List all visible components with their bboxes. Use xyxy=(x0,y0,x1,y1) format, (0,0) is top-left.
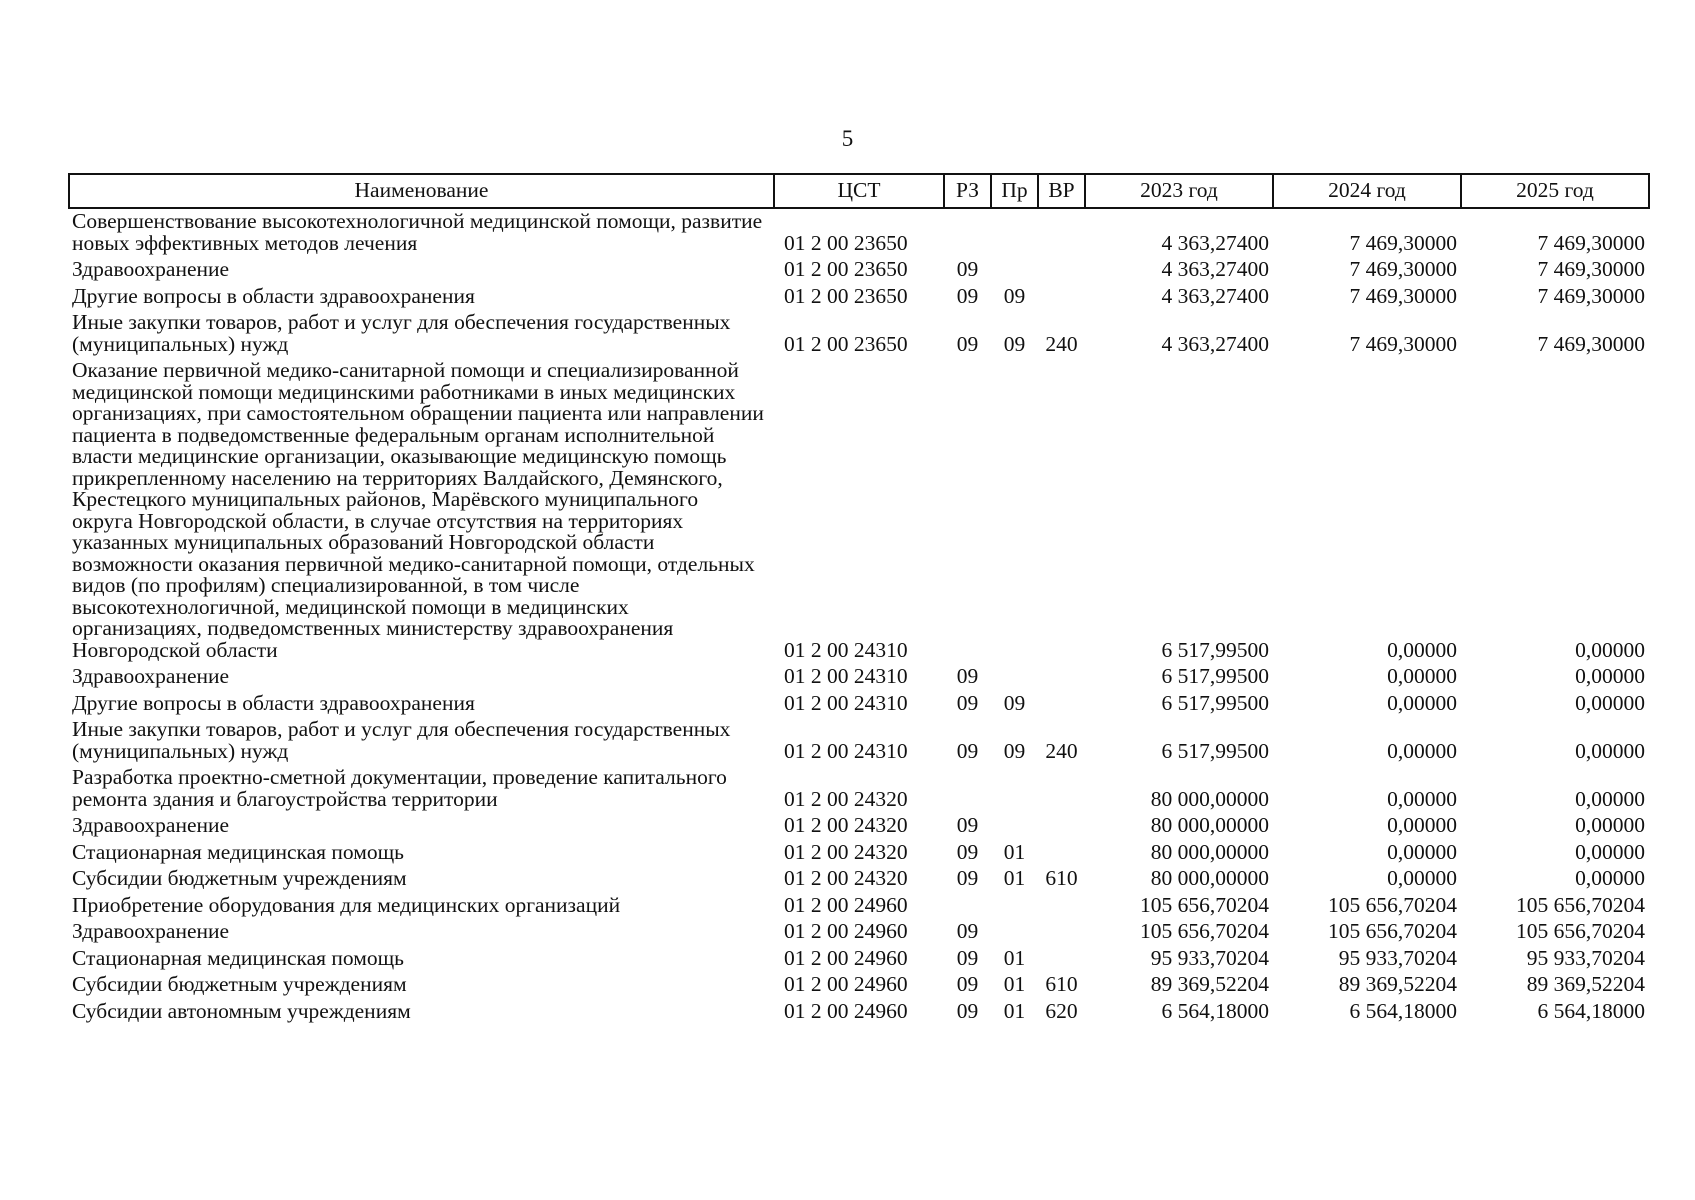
cell-pr xyxy=(991,208,1038,257)
table-row xyxy=(69,257,1649,284)
cell-2025: 0,00000 xyxy=(1575,637,1645,662)
cell-name: Здравоохранение xyxy=(72,919,230,943)
cell-vr xyxy=(1038,358,1085,664)
cell-2024: 105 656,70204 xyxy=(1328,892,1457,917)
cell-2024: 7 469,30000 xyxy=(1349,331,1457,356)
cell-cst: 01 2 00 24310 xyxy=(784,664,908,688)
cell-rz: 09 xyxy=(956,664,979,688)
cell-2025: 7 469,30000 xyxy=(1537,230,1645,255)
cell-vr: 610 xyxy=(1045,866,1078,890)
cell-rz: 09 xyxy=(956,331,979,356)
cell-vr xyxy=(1038,664,1085,691)
cell-2024: 0,00000 xyxy=(1387,664,1457,688)
table-row xyxy=(69,717,1649,765)
cell-name: Приобретение оборудования для медицинских организаций xyxy=(72,892,621,917)
cell-name: Здравоохранение xyxy=(72,813,230,837)
cell-pr: 09 xyxy=(1003,283,1026,308)
cell-vr: 620 xyxy=(1045,998,1078,1023)
cell-pr xyxy=(991,919,1038,946)
table-row xyxy=(69,919,1649,946)
cell-2025: 0,00000 xyxy=(1575,866,1645,890)
cell-vr: 240 xyxy=(1045,331,1078,356)
cell-vr xyxy=(1038,765,1085,813)
cell-name: Иные закупки товаров, работ и услуг для обеспечения государственных (муниципальных) нужд xyxy=(72,717,731,763)
cell-2023: 105 656,70204 xyxy=(1140,892,1269,917)
cell-pr: 09 xyxy=(1003,331,1026,356)
cell-cst: 01 2 00 24960 xyxy=(784,892,908,917)
cell-name: Разработка проектно-сметной документации, проведение капитального ремонта здания и благоустройства территории xyxy=(72,765,727,811)
cell-pr: 01 xyxy=(1003,972,1026,996)
table-row xyxy=(69,310,1649,358)
cell-vr xyxy=(1038,946,1085,973)
table-row xyxy=(69,664,1649,691)
cell-name: Иные закупки товаров, работ и услуг для обеспечения государственных (муниципальных) нужд xyxy=(72,310,731,356)
cell-rz: 09 xyxy=(956,866,979,890)
cell-pr: 01 xyxy=(1003,998,1026,1023)
cell-pr xyxy=(991,664,1038,691)
cell-2024: 0,00000 xyxy=(1387,866,1457,890)
table-row xyxy=(69,946,1649,973)
cell-cst: 01 2 00 23650 xyxy=(784,331,908,356)
table-row xyxy=(69,284,1649,311)
cell-cst: 01 2 00 23650 xyxy=(784,283,908,308)
cell-2025: 105 656,70204 xyxy=(1516,892,1645,917)
cell-vr xyxy=(1038,208,1085,257)
cell-cst: 01 2 00 24960 xyxy=(784,945,908,970)
cell-rz: 09 xyxy=(956,972,979,996)
cell-2024: 0,00000 xyxy=(1387,738,1457,763)
cell-2025: 6 564,18000 xyxy=(1537,998,1645,1023)
cell-2024: 95 933,70204 xyxy=(1338,945,1457,970)
cell-pr xyxy=(991,813,1038,840)
cell-2024: 0,00000 xyxy=(1387,786,1457,811)
cell-cst: 01 2 00 24320 xyxy=(784,813,908,837)
cell-name: Здравоохранение xyxy=(72,664,230,688)
header-cst: ЦСТ xyxy=(774,174,944,208)
cell-name: Другие вопросы в области здравоохранения xyxy=(72,283,475,308)
cell-2023: 4 363,27400 xyxy=(1161,257,1269,281)
cell-2023: 6 517,99500 xyxy=(1161,664,1269,688)
table-row xyxy=(69,358,1649,664)
cell-2024: 0,00000 xyxy=(1387,690,1457,715)
table-row xyxy=(69,691,1649,718)
cell-2025: 0,00000 xyxy=(1575,839,1645,864)
cell-rz: 09 xyxy=(956,813,979,837)
header-pr: Пр xyxy=(991,174,1038,208)
cell-2025: 89 369,52204 xyxy=(1526,972,1645,996)
cell-cst: 01 2 00 24320 xyxy=(784,839,908,864)
table-row xyxy=(69,813,1649,840)
header-name: Наименование xyxy=(69,174,774,208)
header-2024: 2024 год xyxy=(1273,174,1461,208)
cell-2024: 105 656,70204 xyxy=(1328,919,1457,943)
cell-cst: 01 2 00 24310 xyxy=(784,637,908,662)
table-row xyxy=(69,972,1649,999)
header-rz: РЗ xyxy=(944,174,991,208)
cell-cst: 01 2 00 24960 xyxy=(784,972,908,996)
cell-2025: 7 469,30000 xyxy=(1537,257,1645,281)
cell-2023: 80 000,00000 xyxy=(1150,866,1269,890)
cell-pr: 01 xyxy=(1003,839,1026,864)
cell-2023: 6 564,18000 xyxy=(1161,998,1269,1023)
cell-vr xyxy=(1038,284,1085,311)
cell-2025: 0,00000 xyxy=(1575,813,1645,837)
cell-2024: 7 469,30000 xyxy=(1349,257,1457,281)
cell-rz: 09 xyxy=(956,283,979,308)
table-row xyxy=(69,840,1649,867)
cell-cst: 01 2 00 24310 xyxy=(784,738,908,763)
cell-vr xyxy=(1038,813,1085,840)
cell-2023: 89 369,52204 xyxy=(1150,972,1269,996)
cell-cst: 01 2 00 24960 xyxy=(784,998,908,1023)
cell-2023: 6 517,99500 xyxy=(1161,738,1269,763)
cell-2025: 105 656,70204 xyxy=(1516,919,1645,943)
cell-name: Субсидии автономным учреждениям xyxy=(72,998,411,1023)
table-body xyxy=(69,208,1649,1025)
cell-rz: 09 xyxy=(956,919,979,943)
cell-2024: 7 469,30000 xyxy=(1349,230,1457,255)
cell-2025: 7 469,30000 xyxy=(1537,331,1645,356)
cell-cst: 01 2 00 24320 xyxy=(784,866,908,890)
page-number: 5 xyxy=(841,126,854,151)
cell-name: Субсидии бюджетным учреждениям xyxy=(72,866,407,890)
header-2023: 2023 год xyxy=(1085,174,1273,208)
cell-2025: 0,00000 xyxy=(1575,690,1645,715)
cell-vr xyxy=(1038,919,1085,946)
cell-pr xyxy=(991,358,1038,664)
cell-cst: 01 2 00 23650 xyxy=(784,230,908,255)
cell-2024: 0,00000 xyxy=(1387,813,1457,837)
table-row xyxy=(69,866,1649,893)
cell-2023: 6 517,99500 xyxy=(1161,637,1269,662)
cell-pr xyxy=(991,765,1038,813)
cell-2023: 80 000,00000 xyxy=(1150,813,1269,837)
cell-pr: 01 xyxy=(1003,945,1026,970)
cell-cst: 01 2 00 23650 xyxy=(784,257,908,281)
budget-table xyxy=(68,173,1650,1025)
cell-2024: 6 564,18000 xyxy=(1349,998,1457,1023)
cell-name: Другие вопросы в области здравоохранения xyxy=(72,690,475,715)
cell-pr xyxy=(991,893,1038,920)
cell-rz: 09 xyxy=(956,998,979,1023)
cell-rz xyxy=(944,765,991,813)
cell-2024: 0,00000 xyxy=(1387,637,1457,662)
cell-2023: 95 933,70204 xyxy=(1150,945,1269,970)
cell-2024: 0,00000 xyxy=(1387,839,1457,864)
header-row xyxy=(69,174,1649,208)
cell-rz: 09 xyxy=(956,257,979,281)
cell-2024: 7 469,30000 xyxy=(1349,283,1457,308)
cell-pr: 01 xyxy=(1003,866,1026,890)
cell-name: Стационарная медицинская помощь xyxy=(72,839,404,864)
cell-pr: 09 xyxy=(1003,690,1026,715)
cell-vr xyxy=(1038,840,1085,867)
cell-rz xyxy=(944,208,991,257)
cell-rz: 09 xyxy=(956,738,979,763)
cell-vr: 240 xyxy=(1045,738,1078,763)
table-header xyxy=(69,174,1649,208)
cell-name: Здравоохранение xyxy=(72,257,230,281)
cell-vr: 610 xyxy=(1045,972,1078,996)
cell-name: Оказание первичной медико-санитарной помощи и специализированной медицинской помощи медицинскими работниками в иных медицинских организациях, при самостоятельном обращении пациента или направлении пациента в подведомственные федеральным органам исполнительной власти медицинские организации, оказывающие медицинскую помощь прикрепленному населению на территориях Валдайского, Демянского, Крестецкого муниципальных районов, Марёвского муниципального округа Новгородской области, в случае отсутствия на территориях указанных муниципальных образований Новгородской области возможности оказания первичной медико-санитарной помощи, отдельных видов (по профилям) специализированной, в том числе высокотехнологичной, медицинской помощи в медицинских организациях, подведомственных министерству здравоохранения Новгородской области xyxy=(72,358,764,662)
cell-pr: 09 xyxy=(1003,738,1026,763)
cell-2025: 0,00000 xyxy=(1575,786,1645,811)
table-row xyxy=(69,765,1649,813)
cell-cst: 01 2 00 24960 xyxy=(784,919,908,943)
cell-rz xyxy=(944,358,991,664)
cell-2025: 7 469,30000 xyxy=(1537,283,1645,308)
header-2025: 2025 год xyxy=(1461,174,1649,208)
cell-2023: 80 000,00000 xyxy=(1150,786,1269,811)
cell-vr xyxy=(1038,257,1085,284)
cell-cst: 01 2 00 24310 xyxy=(784,690,908,715)
header-vr: ВР xyxy=(1038,174,1085,208)
cell-vr xyxy=(1038,893,1085,920)
cell-name: Стационарная медицинская помощь xyxy=(72,945,404,970)
table-row xyxy=(69,999,1649,1026)
cell-2023: 80 000,00000 xyxy=(1150,839,1269,864)
cell-2025: 0,00000 xyxy=(1575,664,1645,688)
cell-2023: 4 363,27400 xyxy=(1161,283,1269,308)
cell-rz: 09 xyxy=(956,839,979,864)
cell-2024: 89 369,52204 xyxy=(1338,972,1457,996)
cell-rz: 09 xyxy=(956,690,979,715)
cell-vr xyxy=(1038,691,1085,718)
cell-name: Субсидии бюджетным учреждениям xyxy=(72,972,407,996)
cell-rz: 09 xyxy=(956,945,979,970)
cell-pr xyxy=(991,257,1038,284)
cell-cst: 01 2 00 24320 xyxy=(784,786,908,811)
cell-2023: 6 517,99500 xyxy=(1161,690,1269,715)
table-row xyxy=(69,208,1649,257)
cell-2025: 0,00000 xyxy=(1575,738,1645,763)
cell-2023: 4 363,27400 xyxy=(1161,230,1269,255)
table-row xyxy=(69,893,1649,920)
cell-rz xyxy=(944,893,991,920)
cell-2023: 4 363,27400 xyxy=(1161,331,1269,356)
cell-name: Совершенствование высокотехнологичной медицинской помощи, развитие новых эффективных методов лечения xyxy=(72,209,763,255)
cell-2025: 95 933,70204 xyxy=(1526,945,1645,970)
cell-2023: 105 656,70204 xyxy=(1140,919,1269,943)
